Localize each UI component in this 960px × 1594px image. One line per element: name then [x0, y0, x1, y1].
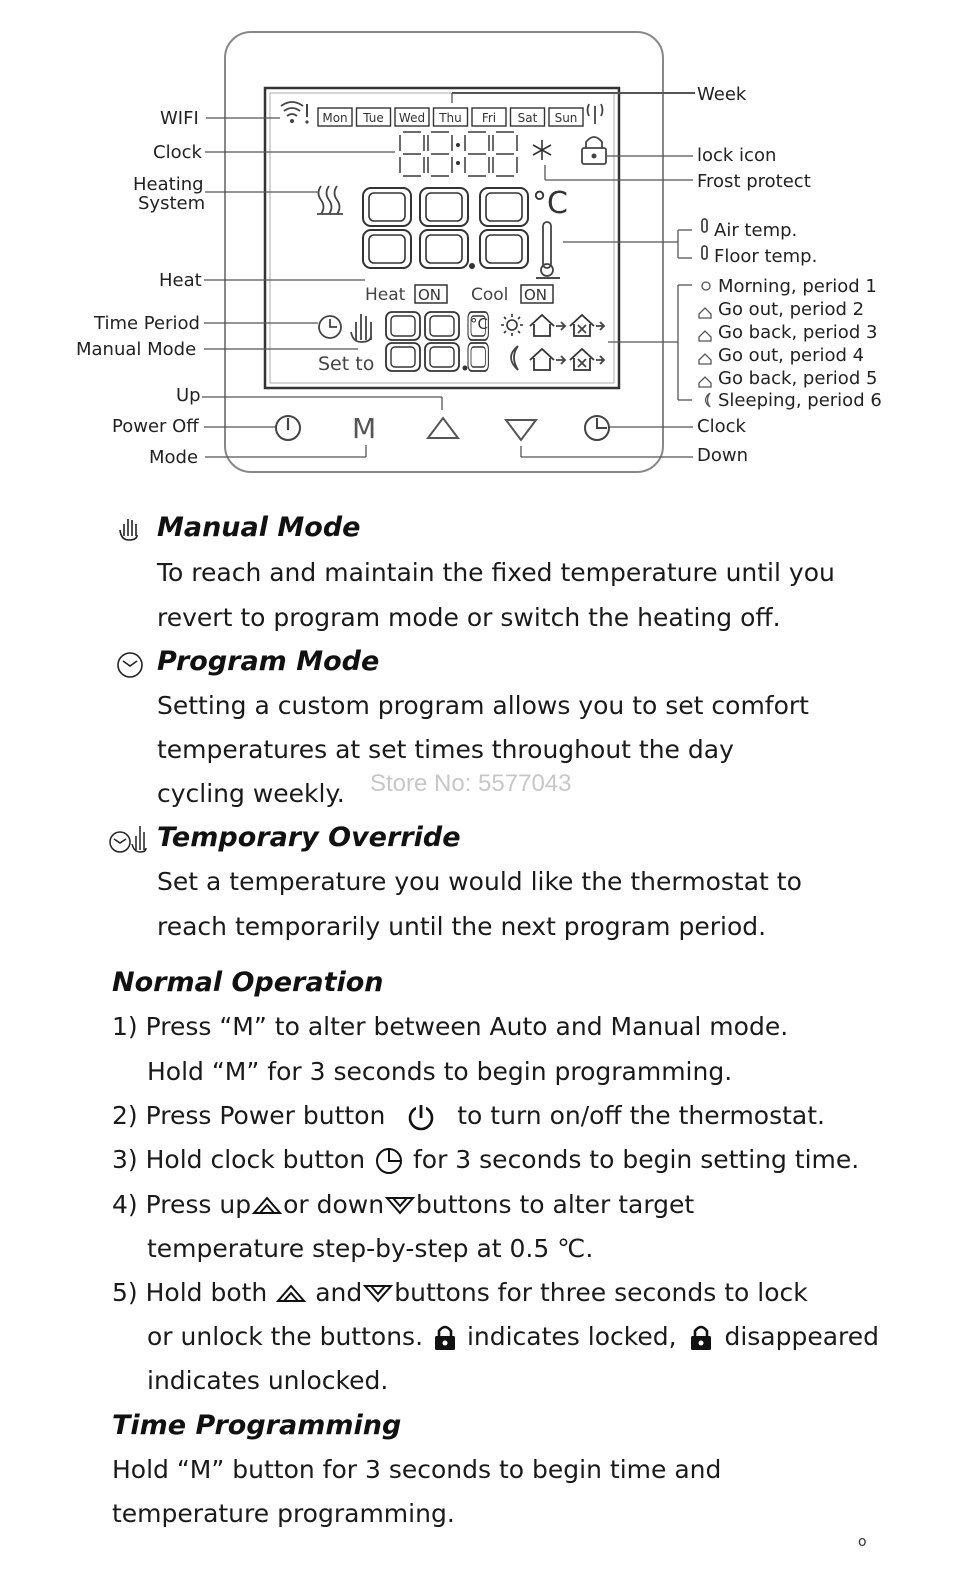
manual-mode-line-2: revert to program mode or switch the heating off.	[157, 603, 781, 632]
normal-step-5b: and	[315, 1278, 363, 1307]
lock-icon	[431, 1323, 459, 1353]
label-time-period: Time Period	[94, 313, 200, 334]
lcd-cool-label: Cool	[471, 285, 509, 305]
clock-digits	[400, 132, 517, 176]
house-icon	[530, 349, 554, 370]
clock-button[interactable]	[585, 416, 609, 440]
sun-icon	[501, 314, 523, 336]
floor-temp-icon	[702, 246, 707, 259]
temporary-override-title: Temporary Override	[157, 822, 461, 853]
normal-step-5-cont	[147, 1322, 879, 1353]
house-small-icon	[699, 308, 711, 318]
celsius-unit: ℃	[557, 1234, 586, 1263]
thermostat-diagram	[0, 0, 960, 490]
label-floor-temp: Floor temp.	[714, 246, 818, 267]
label-period-3: Go back, period 3	[718, 322, 878, 343]
normal-step-4c: buttons to alter target	[416, 1190, 695, 1219]
thermometer-icon	[536, 222, 560, 278]
lcd-heat-on: ON	[418, 286, 442, 304]
label-heating-2: System	[138, 193, 206, 214]
normal-step-1a: 1) Press “M” to alter between Auto and Manual mode.	[112, 1012, 789, 1041]
main-temperature-digits	[363, 188, 528, 269]
label-lock-icon: lock icon	[697, 145, 777, 166]
label-clock-left: Clock	[153, 142, 202, 163]
normal-step-5d: or unlock the buttons.	[147, 1322, 424, 1351]
power-button[interactable]	[276, 416, 300, 440]
label-frost-protect: Frost protect	[697, 171, 811, 192]
moon-icon	[511, 346, 518, 370]
lcd-cool-on: ON	[524, 286, 548, 304]
lock-icon	[582, 137, 606, 164]
label-heat: Heat	[159, 270, 202, 291]
normal-step-4	[112, 1190, 694, 1219]
house-icon	[570, 315, 594, 336]
label-wifi: WIFI	[160, 108, 199, 129]
program-mode-title: Program Mode	[157, 646, 380, 677]
down-arrow-icon	[362, 1281, 394, 1307]
label-air-temp: Air temp.	[714, 220, 798, 241]
override-line-2: reach temporarily until the next program period.	[157, 912, 767, 941]
label-up: Up	[176, 385, 201, 406]
normal-step-5f: disappeared	[724, 1322, 880, 1351]
celsius-small: °C	[470, 315, 488, 333]
house-small-icon	[699, 354, 711, 364]
house-icon	[570, 349, 594, 370]
manual-mode-line-1: To reach and maintain the fixed temperature until you	[157, 558, 835, 587]
up-arrow-icon	[275, 1281, 307, 1307]
normal-step-5a: 5) Hold both	[112, 1278, 268, 1307]
label-manual-mode: Manual Mode	[76, 339, 197, 360]
normal-step-4-end: .	[585, 1234, 594, 1263]
normal-step-2a: 2) Press Power button	[112, 1101, 386, 1130]
store-watermark: Store No: 5577043	[370, 770, 572, 797]
week-day-row	[318, 108, 583, 126]
sun-small-icon	[702, 282, 710, 290]
normal-step-3	[112, 1145, 859, 1176]
clock-button-icon	[373, 1146, 405, 1176]
time-programming-title: Time Programming	[112, 1410, 402, 1441]
day-label-sat: Sat	[517, 111, 538, 125]
normal-step-5g: indicates unlocked.	[147, 1366, 389, 1395]
label-clock-right: Clock	[697, 416, 746, 437]
time-programming-line-2: temperature programming.	[112, 1499, 455, 1528]
day-label-tue: Tue	[363, 111, 384, 125]
label-mode: Mode	[149, 447, 199, 468]
label-week: Week	[697, 84, 747, 105]
day-label-mon: Mon	[322, 111, 348, 125]
device-frame	[225, 32, 663, 472]
mode-button[interactable]: M	[352, 412, 377, 445]
normal-step-4a: 4) Press up	[112, 1190, 252, 1219]
air-temp-icon	[702, 219, 707, 232]
footer-mark: o	[858, 1534, 867, 1550]
normal-step-4-cont	[147, 1234, 593, 1263]
house-small-icon	[699, 331, 711, 341]
hand-icon	[351, 314, 371, 342]
program-mode-line-2: temperatures at set times throughout the day	[157, 735, 734, 764]
hand-icon	[118, 516, 142, 542]
label-period-4: Go out, period 4	[718, 345, 865, 366]
snowflake-icon	[533, 140, 551, 160]
moon-small-icon	[706, 393, 711, 407]
override-line-1: Set a temperature you would like the thermostat to	[157, 867, 802, 896]
clock-icon	[116, 651, 144, 679]
label-power-off: Power Off	[112, 416, 199, 437]
time-programming-line-1: Hold “M” button for 3 seconds to begin time and	[112, 1455, 722, 1484]
heating-system-icon	[317, 186, 343, 214]
lcd-heat-label: Heat	[365, 285, 406, 305]
celsius-big: °C	[532, 186, 568, 221]
program-mode-line-3: cycling weekly.	[157, 779, 345, 808]
label-period-5: Go back, period 5	[718, 368, 878, 389]
lcd-set-to: Set to	[318, 353, 375, 375]
normal-step-2b: to turn on/off the thermostat.	[457, 1101, 825, 1130]
down-button[interactable]	[506, 420, 536, 440]
day-label-sun: Sun	[554, 111, 578, 125]
normal-step-2	[112, 1101, 825, 1132]
time-period-icon	[319, 316, 341, 338]
normal-step-1b: Hold “M” for 3 seconds to begin programming.	[147, 1057, 733, 1086]
up-button[interactable]	[428, 418, 458, 438]
normal-step-4d: temperature step-by-step at 0.5	[147, 1234, 550, 1263]
label-period-1: Morning, period 1	[718, 276, 877, 297]
lock-icon	[685, 1323, 717, 1353]
down-arrow-icon	[384, 1193, 416, 1219]
antenna-icon	[588, 104, 603, 124]
override-icon	[108, 822, 156, 854]
normal-operation-title: Normal Operation	[112, 967, 384, 998]
label-down: Down	[697, 445, 749, 466]
label-heating-1: Heating	[133, 174, 204, 195]
wifi-icon	[281, 102, 309, 124]
house-icon	[530, 315, 554, 336]
normal-step-5c: buttons for three seconds to lock	[394, 1278, 808, 1307]
house-small-icon	[699, 377, 711, 387]
label-period-6: Sleeping, period 6	[718, 390, 882, 411]
normal-step-5	[112, 1278, 808, 1307]
up-arrow-icon	[251, 1193, 283, 1219]
label-period-2: Go out, period 2	[718, 299, 865, 320]
day-label-fri: Fri	[481, 111, 497, 125]
normal-step-5e: indicates locked,	[466, 1322, 677, 1351]
normal-step-3b: for 3 seconds to begin setting time.	[412, 1145, 860, 1174]
manual-mode-title: Manual Mode	[157, 512, 361, 543]
day-label-thu: Thu	[439, 111, 462, 125]
program-mode-line-1: Setting a custom program allows you to set comfort	[157, 691, 809, 720]
normal-step-4b: or down	[283, 1190, 385, 1219]
power-icon	[393, 1102, 449, 1132]
normal-step-3a: 3) Hold clock button	[112, 1145, 366, 1174]
day-label-wed: Wed	[398, 111, 426, 125]
